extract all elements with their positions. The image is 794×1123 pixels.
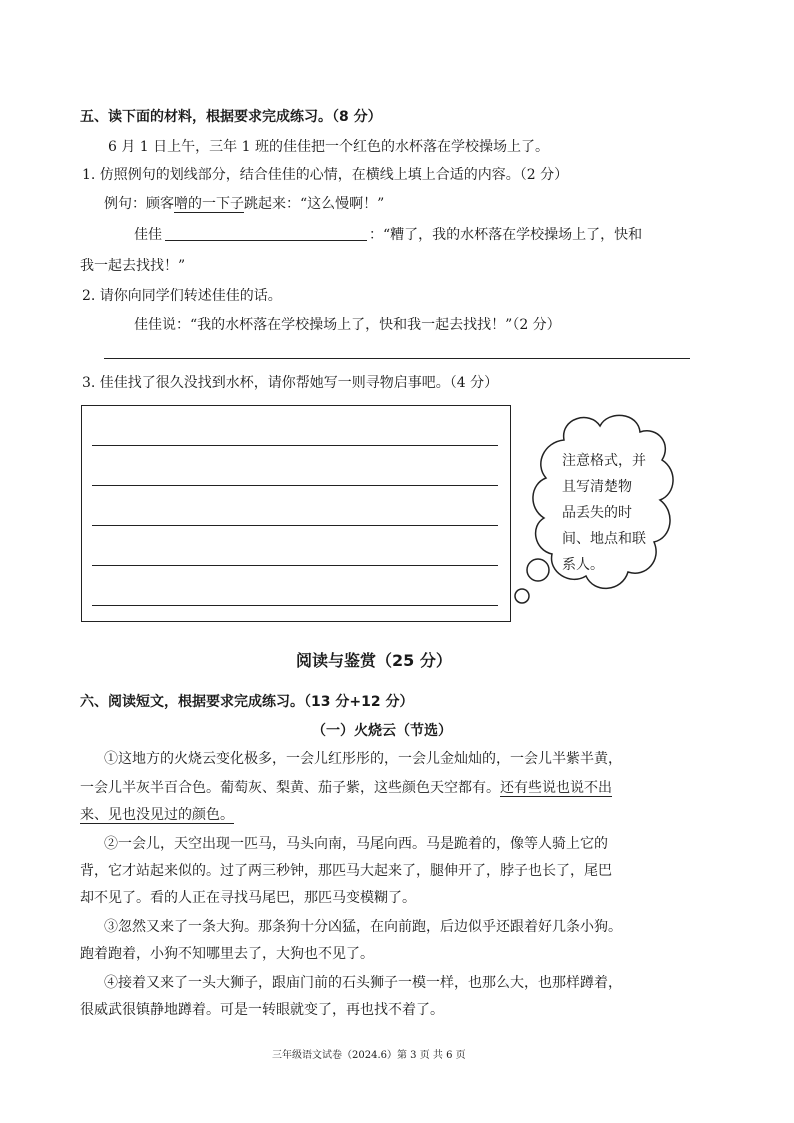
- q1-answer-line2: 我一起去找找！”: [80, 258, 186, 274]
- passage-p3-line: 跑着跑着，小狗不知哪里去了，大狗也不见了。: [80, 946, 374, 962]
- writing-line[interactable]: [92, 605, 498, 606]
- q1-example: [104, 195, 384, 213]
- cloud-hint: [562, 448, 662, 578]
- passage-p2-line: ②一会儿，天空出现一匹马，马头向南，马尾向西。马是跪着的，像等人骑上它的: [104, 836, 608, 852]
- cloud-hint-line: 注意格式，并: [562, 453, 646, 469]
- q1-answer-rest: ：“糟了，我的水杯落在学校操场上了，快和: [369, 227, 643, 243]
- page-footer: 三年级语文试卷（2024.6）第 3 页 共 6 页: [272, 1050, 466, 1061]
- passage-p3-line: ③忽然又来了一条大狗。那条狗十分凶猛，在向前跑，后边似乎还跟着好几条小狗。: [104, 919, 622, 935]
- passage-title: （一）火烧云（节选）: [312, 723, 452, 739]
- passage-underlined-sentence-end: 来、见也没见过的颜色。: [80, 807, 234, 823]
- passage-p1-line: ①这地方的火烧云变化极多，一会儿红彤彤的，一会儿金灿灿的，一会儿半紫半黄，: [104, 751, 622, 767]
- lost-notice-writing-box: [81, 405, 511, 622]
- passage-p4-line: ④接着又来了一头大狮子，跟庙门前的石头狮子一模一样，也那么大，也那样蹲着，: [104, 975, 622, 991]
- q3-prompt: 3. 佳佳找了很久没找到水杯，请你帮她写一则寻物启事吧。（4 分）: [82, 375, 499, 391]
- example-underlined-phrase: 噌的一下子: [174, 196, 244, 212]
- passage-underlined-sentence: 还有些说也说不出: [500, 780, 612, 796]
- section6-heading: 六、阅读短文，根据要求完成练习。（13 分+12 分）: [80, 694, 414, 710]
- writing-line[interactable]: [92, 525, 498, 526]
- cloud-hint-line: 系人。: [562, 557, 604, 573]
- q1-answer-name: 佳佳: [134, 227, 162, 243]
- example-prefix: 例句：顾客: [104, 196, 174, 212]
- section5-heading: 五、读下面的材料，根据要求完成练习。（8 分）: [80, 109, 382, 125]
- q1-answer-blank[interactable]: [165, 240, 367, 241]
- example-suffix: 跳起来：“这么慢啊！”: [244, 196, 385, 212]
- passage-p2-line: 却不见了。看的人正在寻找马尾巴，那匹马变模糊了。: [80, 890, 416, 906]
- passage-p1-text: 一会儿半灰半百合色。葡萄灰、梨黄、茄子紫，这些颜色天空都有。: [80, 780, 500, 796]
- cloud-hint-line: 且写清楚物: [562, 479, 632, 495]
- cloud-hint-line: 品丢失的时: [562, 505, 632, 521]
- q1-prompt: 1. 仿照例句的划线部分，结合佳佳的心情，在横线上填上合适的内容。（2 分）: [82, 167, 569, 183]
- writing-line[interactable]: [92, 485, 498, 486]
- writing-line[interactable]: [92, 445, 498, 446]
- q2-prompt: 2. 请你向同学们转述佳佳的话。: [82, 288, 282, 304]
- reading-section-title: 阅读与鉴赏（25 分）: [296, 651, 452, 670]
- q2-answer-line[interactable]: [104, 358, 690, 359]
- passage-p2-line: 背，它才站起来似的。过了两三秒钟，那匹马大起来了，腿伸开了，脖子也长了，尾巴: [80, 863, 612, 879]
- passage-p1-line: [80, 806, 234, 824]
- q2-quote: 佳佳说：“我的水杯落在学校操场上了，快和我一起去找找！”（2 分）: [134, 317, 561, 333]
- passage-p4-line: 很威武很镇静地蹲着。可是一转眼就变了，再也找不着了。: [80, 1002, 444, 1018]
- passage-p1-line: [80, 779, 612, 797]
- cloud-hint-line: 间、地点和联: [562, 531, 646, 547]
- section5-intro: 6 月 1 日上午，三年 1 班的佳佳把一个红色的水杯落在学校操场上了。: [108, 139, 549, 155]
- writing-line[interactable]: [92, 565, 498, 566]
